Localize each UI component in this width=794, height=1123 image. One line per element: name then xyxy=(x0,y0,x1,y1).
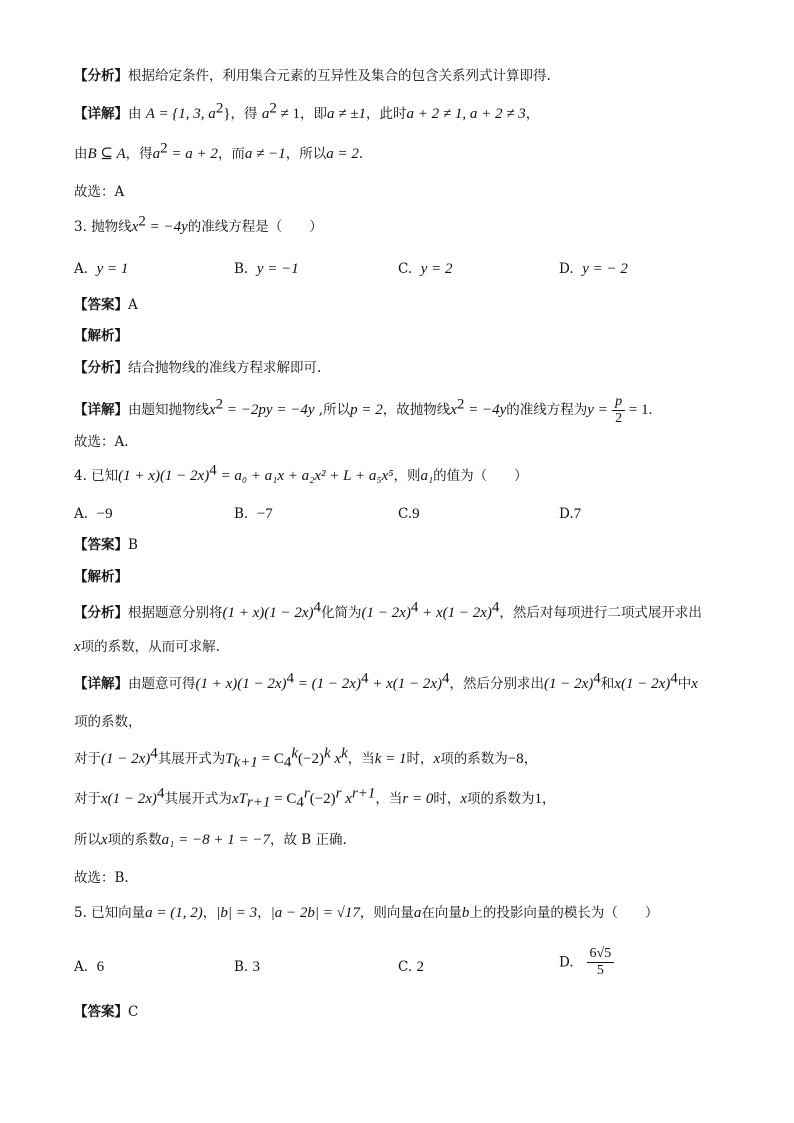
q3-analysis: 【分析】结合抛物线的准线方程求解即可. xyxy=(74,360,322,376)
q2-analysis: 【分析】根据给定条件，利用集合元素的互异性及集合的包含关系列式计算即得. xyxy=(74,68,551,84)
q4-stem: 4. 已知$(1 + x)(1 - 2x)^4 = a_0 + a_1x + a_2x^2 + L + a_5x^5$，则a₁的值为（ ） xyxy=(74,462,528,484)
q5-option-d[interactable]: D. $\frac{6√5}{5}$ xyxy=(559,946,614,979)
q3-detail: 【详解】由题知抛物线$x^2 = -2py = -4y$ ,所以p = 2，故抛物线$x^2 = -4y$的准线方程为y = $\frac{p}{2}$ = 1. xyxy=(74,394,653,426)
q3-option-c[interactable]: C. y = 2 xyxy=(398,261,453,277)
q2-choice: 故选：A xyxy=(74,184,125,200)
q2-detail: 【详解】由 A = {1, 3, $a^2$}，得 $a^2 \ne 1$，即a ≠ ±1，此时a + 2 ≠ 1, a + 2 ≠ 3， xyxy=(74,100,540,122)
q3-option-d[interactable]: D. y = − 2 xyxy=(559,261,628,277)
q4-analysis-line2: x项的系数，从而可求解. xyxy=(74,639,220,655)
q5-answer: 【答案】C xyxy=(74,1004,139,1020)
q4-detail: 【详解】由题意可得$(1 + x)(1 - 2x)^4 = (1 - 2x)^4 + x(1 - 2x)^4$，然后分别求出$(1 - 2x)^4$和$x(1 - 2x)^4$中x xyxy=(74,670,698,692)
q4-option-b[interactable]: B. −7 xyxy=(234,506,273,522)
q5-option-c[interactable]: C. 2 xyxy=(398,959,424,975)
q3-answer: 【答案】A xyxy=(74,297,138,313)
q4-choice: 故选：B. xyxy=(74,870,129,886)
q5-option-a[interactable]: A. 6 xyxy=(74,959,105,975)
q3-option-a[interactable]: A. y = 1 xyxy=(74,261,129,277)
q4-conclusion: 所以x项的系数a₁ = −8 + 1 = −7，故 B 正确. xyxy=(74,832,347,848)
q3-option-b[interactable]: B. y = −1 xyxy=(234,261,299,277)
q4-detail-line2: 项的系数， xyxy=(74,714,142,730)
q3-solution-heading: 【解析】 xyxy=(74,328,128,344)
q4-solution-heading: 【解析】 xyxy=(74,569,128,585)
q4-analysis: 【分析】根据题意分别将$(1 + x)(1 - 2x)^4$化简为$(1 - 2x)^4 + x(1 - 2x)^4$，然后对每项进行二项式展开求出 xyxy=(74,599,702,621)
option-d-fraction: $\frac{6√5}{5}$ xyxy=(587,946,615,979)
q3-stem: 3. 抛物线$x^2 = -4y$的准线方程是（ ） xyxy=(74,213,323,235)
q3-choice: 故选：A. xyxy=(74,434,129,450)
q4-expansion-2: 对于$x(1 - 2x)^4$其展开式为$xT_{r+1} = C_4^r(-2)^r$ $x^{r+1}$，当r = 0时，x项的系数为1， xyxy=(74,785,556,811)
q4-option-d[interactable]: D.7 xyxy=(559,506,582,522)
q5-stem: 5. 已知向量a = (1, 2)，|b| = 3，|a − 2b| = √17，则向量a在向量b上的投影向量的模长为（ ） xyxy=(74,905,659,921)
q4-option-c[interactable]: C.9 xyxy=(398,506,420,522)
q5-option-b[interactable]: B. 3 xyxy=(234,959,261,975)
fraction-p-over-2: $\frac{p}{2}$ xyxy=(612,394,625,427)
q4-expansion-1: 对于$(1 - 2x)^4$其展开式为$T_{k+1} = C_4^k(-2)^k$ $x^k$，当k = 1时，x项的系数为−8， xyxy=(74,745,538,771)
q4-option-a[interactable]: A. −9 xyxy=(74,506,113,522)
q4-answer: 【答案】B xyxy=(74,537,138,553)
q2-detail-line2: 由B ⊆ A，得$a^2 = a + 2$，而a ≠ −1，所以a = 2. xyxy=(74,140,364,162)
